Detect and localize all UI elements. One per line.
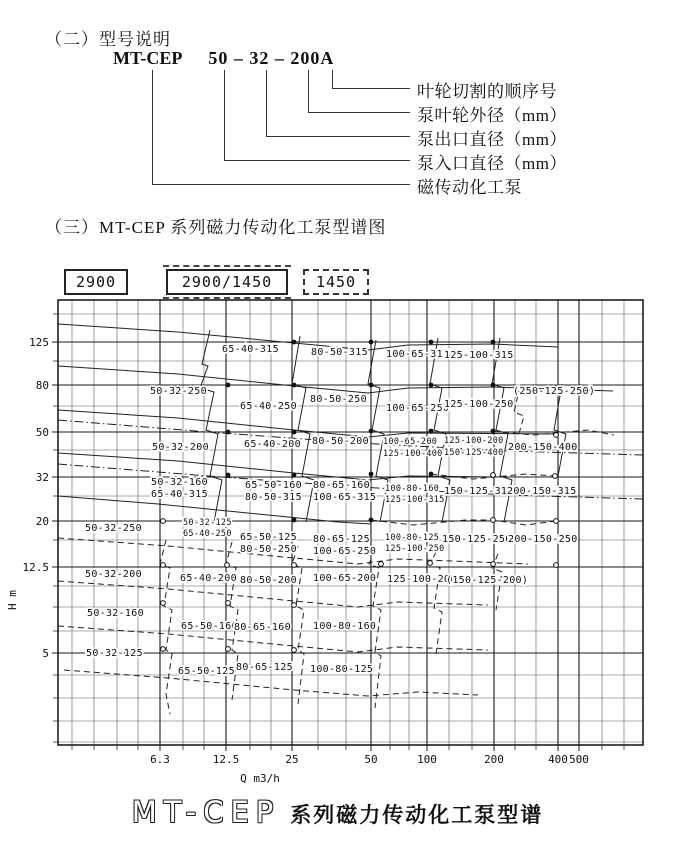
bep-marker-solid [369,340,374,345]
section-heading-chart: （三）MT-CEP 系列磁力传动化工泵型谱图 [45,218,387,237]
pump-model-label: 50-32-160 [151,477,208,488]
pump-model-label: 80-65-160 [313,480,370,491]
pump-model-label: 80-50-315 [245,492,302,503]
callout-vertical-line [224,70,225,160]
pump-model-label: 80-50-200 [240,575,297,586]
model-callout-label-1: 泵叶轮外径（mm） [417,106,567,125]
model-callout-label-4: 磁传动化工泵 [417,178,522,197]
bep-marker-solid [491,429,496,434]
pump-model-label: 80-65-160 [234,622,291,633]
bep-marker-solid [491,383,496,388]
pump-model-label: 50-32-250 [150,386,207,397]
pump-model-label: (250-125-250) [513,386,596,397]
callout-vertical-line [266,70,267,136]
pump-model-label: 80-50-250 [240,544,297,555]
model-code-line [113,48,334,69]
bep-marker-solid [429,383,434,388]
bep-marker-open [554,563,559,568]
bep-marker-solid [369,429,374,434]
pump-model-label: 100-65-250 [386,403,450,414]
pump-model-label: (150-125-200) [446,575,529,586]
model-prefix: MT-CEP [113,48,183,68]
bep-marker-open [379,562,384,567]
x-tick-label: 500 [569,753,589,766]
pump-model-label: 80-50-250 [310,394,367,405]
bep-marker-solid [226,473,231,478]
callout-vertical-line [152,70,153,184]
pump-model-label: 100-65-250 [313,546,377,557]
bep-marker-open [553,474,558,479]
x-tick-label: 400 [548,753,568,766]
pump-model-label: 65-40-250 [240,401,297,412]
pump-model-label: 100-80-160 [385,484,440,494]
pump-model-label: 65-40-200 [180,573,237,584]
x-tick-label: 12.5 [212,753,240,766]
section-heading-model: （二）型号说明 [45,30,171,49]
pump-model-label: 50-32-125 [86,648,143,659]
y-tick-label: 32 [35,471,49,484]
x-tick-label: 100 [417,753,437,766]
x-tick-label: 50 [364,753,378,766]
bep-marker-open [225,563,230,568]
pump-model-label: 125-100-315 [444,350,514,361]
bep-marker-solid [429,429,434,434]
pump-model-label: 125-100-200 [444,436,504,446]
x-tick-label: 6.3 [150,753,170,766]
pump-model-label: 80-50-315 [311,347,368,358]
y-tick-label: 5 [42,647,49,660]
bep-marker-solid [429,472,434,477]
pump-model-label: 100-65-200 [383,437,438,447]
pump-model-label: 50-32-200 [152,442,209,453]
bep-marker-solid [369,518,374,523]
bep-marker-solid [226,430,231,435]
pump-model-label: 150-125-400 [444,448,504,458]
bep-marker-solid [292,340,297,345]
bep-marker-open [554,519,559,524]
x-tick-label: 25 [285,753,299,766]
pump-model-label: 80-65-125 [313,534,370,545]
pump-spectrum-chart [0,258,675,793]
model-callout-label-3: 泵入口直径（mm） [417,154,567,173]
callout-vertical-line [308,70,309,112]
pump-model-label: 50-32-200 [85,569,142,580]
callout-vertical-line [332,70,333,88]
callout-horizontal-line [224,160,410,161]
pump-model-label: 65-50-160 [245,480,302,491]
pump-model-label: 65-40-315 [222,344,279,355]
bep-marker-solid [292,430,297,435]
bep-marker-open [554,433,559,438]
pump-model-label: 150-125-250 [442,534,512,545]
bep-marker-solid [369,472,374,477]
bep-marker-solid [429,340,434,345]
model-callout-label-0: 叶轮切割的顺序号 [417,82,557,101]
pump-model-label: 125-100-250 [444,399,514,410]
performance-curve-solid [58,324,558,350]
y-tick-label: 80 [35,379,49,392]
pump-model-label: 65-50-125 [240,532,297,543]
y-tick-label: 20 [35,515,49,528]
bep-marker-open [161,563,166,568]
bep-marker-open [226,647,231,652]
bep-marker-open [491,562,496,567]
performance-curve-dashed [292,546,304,704]
pump-model-label: 100-65-315 [386,349,450,360]
pump-model-label: 50-32-160 [87,608,144,619]
model-callout-label-2: 泵出口直径（mm） [417,130,567,149]
y-tick-label: 50 [35,426,49,439]
bep-marker-solid [491,340,496,345]
pump-model-label: 80-50-200 [312,436,369,447]
y-tick-label: 125 [29,336,49,349]
pump-model-label: 50-32-250 [85,523,142,534]
pump-model-label: 125-100-315 [385,495,445,505]
pump-model-label: 100-80-125 [310,664,374,675]
pump-model-label: 65-40-315 [151,489,208,500]
pump-model-label: 65-50-125 [178,666,235,677]
x-axis-title: Q m3/h [240,772,280,785]
pump-model-label: 65-50-160 [181,621,238,632]
y-axis-title: H m [6,590,19,610]
pump-model-label: 125-100-200 [387,574,457,585]
pump-model-label: 125-100-250 [385,544,445,554]
bep-marker-solid [292,518,297,523]
bep-marker-solid [292,473,297,478]
footer-series-code: MT-CEP [131,795,281,829]
footer-series-name: 系列磁力传动化工泵型谱 [290,803,544,827]
bep-marker-solid [369,383,374,388]
bep-marker-open [428,561,433,566]
y-tick-label: 12.5 [22,561,49,574]
legend-box-1450: 1450 [303,269,369,295]
bep-marker-open [292,563,297,568]
bep-marker-open [226,601,231,606]
bep-marker-open [491,518,496,523]
pump-model-label: 200-150-400 [508,442,578,453]
performance-curve-solid [554,384,566,476]
model-code: 50 – 32 – 200A [208,48,335,68]
callout-horizontal-line [308,112,410,113]
bep-marker-solid [292,383,297,388]
legend-label-2900-1450: 2900/1450 [181,273,273,291]
footer-title [0,795,675,829]
pump-model-label: 80-65-125 [236,662,293,673]
bep-marker-open [161,647,166,652]
pump-model-label: 200-150-315 [507,486,577,497]
pump-model-label: 150-125-315 [444,486,514,497]
pump-model-label: 200-150-250 [508,534,578,545]
pump-model-label: 100-65-315 [313,492,377,503]
pump-model-label: 65-40-200 [244,439,301,450]
bep-marker-open [292,603,297,608]
callout-horizontal-line [332,88,410,89]
bep-marker-open [161,601,166,606]
bep-marker-open [491,473,496,478]
bep-marker-solid [226,383,231,388]
x-tick-label: 200 [484,753,504,766]
bep-marker-open [292,648,297,653]
pump-model-label: 100-80-160 [313,621,377,632]
pump-model-label: 125-100-400 [383,449,443,459]
bep-marker-open [161,519,166,524]
pump-model-label: 100-65-200 [313,573,377,584]
pump-model-label: 100-80-125 [385,533,440,543]
legend-box-2900: 2900 [64,269,128,295]
pump-model-label: 65-40-250 [183,529,232,539]
callout-horizontal-line [266,136,410,137]
callout-horizontal-line [152,184,410,185]
pump-model-label: 50-32-125 [183,518,232,528]
